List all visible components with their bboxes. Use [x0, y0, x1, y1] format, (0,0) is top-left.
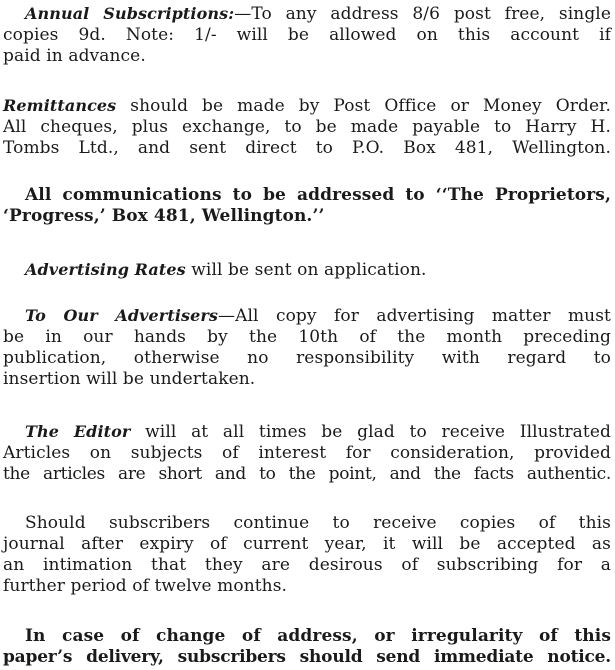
advertisers-paragraph	[3, 305, 611, 390]
change-of-address-line-2: paper’s delivery, subscribers should send immediate notice.	[3, 647, 611, 667]
subscribers-line-2: journal after expiry of current year, it will be accepted as	[3, 534, 611, 554]
remittances-line-3: Tombs Ltd., and sent direct to P.O. Box 481, Wellington.	[3, 138, 611, 158]
subscriptions-lead: Annual Subscriptions:	[25, 4, 235, 23]
remittances-text-1: should be made by Post Office or Money Order.	[116, 96, 611, 116]
subscriptions-line-3: paid in advance.	[3, 46, 146, 66]
advertisers-line-1	[3, 305, 611, 327]
editor-lead: The Editor	[25, 422, 131, 441]
advertisers-line-3: publication, otherwise no responsibility with regard to	[3, 348, 611, 368]
remittances-line-2: All cheques, plus exchange, to be made payable to Harry H.	[3, 117, 611, 137]
advertisers-text-1: —All copy for advertising matter must	[218, 306, 611, 326]
remittances-paragraph	[3, 95, 611, 159]
advertisers-line-2: be in our hands by the 10th of the month preceding	[3, 327, 611, 347]
advertisers-line-4: insertion will be undertaken.	[3, 369, 256, 389]
communications-paragraph	[3, 185, 611, 227]
communications-line-1: All communications to be addressed to ‘‘The Proprietors,	[25, 185, 611, 205]
editor-line-3: the articles are short and to the point, and the facts authentic.	[3, 464, 611, 484]
subscriptions-paragraph	[3, 3, 611, 67]
change-of-address-paragraph	[3, 626, 611, 668]
advertising-rates-lead: Advertising Rates	[25, 260, 186, 279]
subscriptions-line-2: copies 9d. Note: 1/- will be allowed on this account if	[3, 25, 611, 45]
subscriptions-line-1	[3, 3, 611, 25]
editor-paragraph	[3, 421, 611, 485]
advertising-rates-paragraph	[3, 259, 611, 281]
subscribers-line-4: further period of twelve months.	[3, 576, 288, 596]
change-of-address-line-1: In case of change of address, or irregularity of this	[25, 626, 611, 646]
advertisers-lead: To Our Advertisers	[25, 306, 219, 325]
subscriptions-text-1: —To any address 8/6 post free, single	[234, 4, 612, 24]
communications-line-2: ‘Progress,’ Box 481, Wellington.’’	[3, 206, 325, 226]
editor-text-1: will at all times be glad to receive Illustrated	[130, 422, 611, 442]
advertising-rates-line-1	[3, 259, 611, 281]
subscribers-line-3: an intimation that they are desirous of subscribing for a	[3, 555, 611, 575]
subscribers-line-1: Should subscribers continue to receive copies of this	[25, 513, 611, 533]
editor-line-2: Articles on subjects of interest for consideration, provided	[3, 443, 611, 463]
advertising-rates-text: will be sent on application.	[185, 260, 427, 280]
editor-line-1	[3, 421, 611, 443]
remittances-line-1	[3, 95, 611, 117]
subscribers-paragraph	[3, 513, 611, 597]
remittances-lead: Remittances	[3, 96, 117, 115]
